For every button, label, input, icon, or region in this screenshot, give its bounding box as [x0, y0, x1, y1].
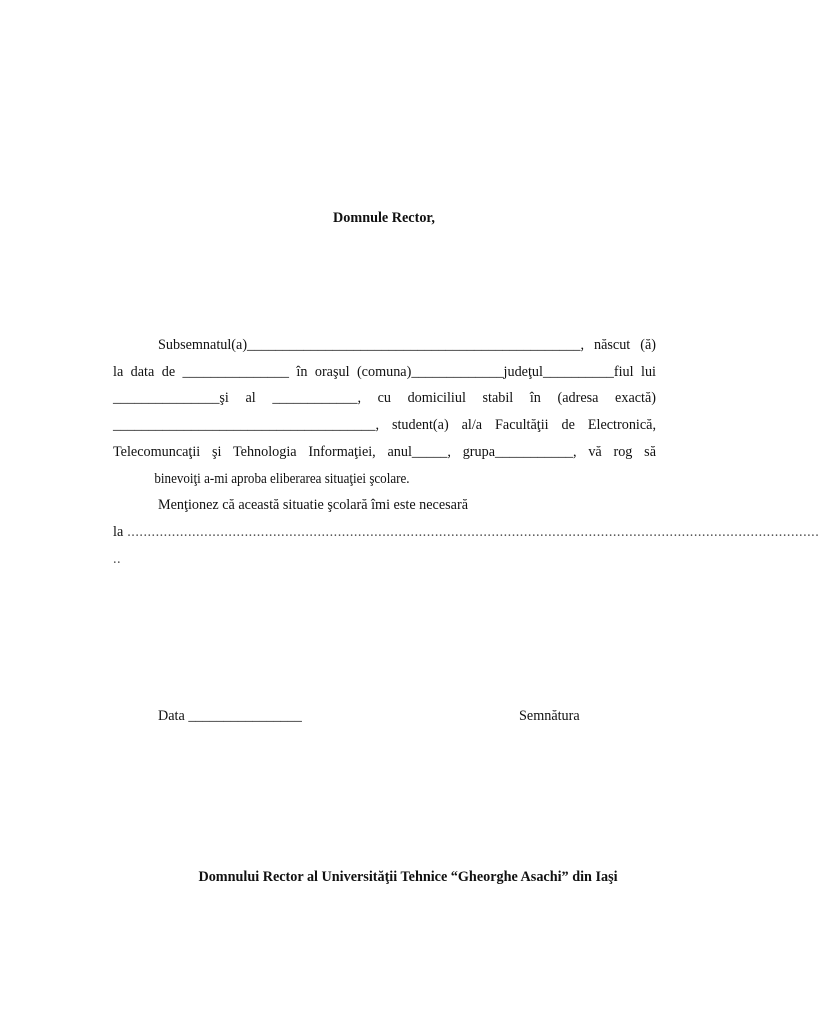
request-line-6: binevoiţi a-mi aproba eliberarea situaţiei şcolare. — [154, 470, 410, 487]
addressee-line: Domnului Rector al Universităţii Tehnice “Gheorghe Asachi” din Iaşi — [198, 869, 618, 885]
request-line-4: _____________________________________, student(a) al/a Facultăţii de Electronică, — [113, 417, 656, 434]
request-line-1: Subsemnatul(a)_______________________________________________, născut (ă) — [158, 337, 656, 353]
request-line-2: la data de _______________ în oraşul (comuna)_____________judeţul__________fiul lui — [113, 363, 656, 380]
request-body — [113, 332, 819, 572]
mention-line-2 — [113, 519, 819, 546]
request-paragraph — [113, 332, 656, 492]
mention-prefix: la — [113, 523, 124, 540]
mention-line-1: Menţionez că această situatie şcolară îmi este necesară — [158, 497, 468, 514]
greeting-heading: Domnule Rector, — [333, 210, 435, 226]
mention-dotted-continuation: .. — [113, 550, 122, 567]
mention-paragraph — [113, 492, 656, 519]
mention-dotted-fill: ........................................................................................................................................................................... — [127, 523, 819, 540]
signature-label: Semnătura — [519, 708, 580, 724]
date-field-label: Data ________________ — [158, 708, 302, 724]
request-line-3: _______________şi al ____________, cu domiciliul stabil în (adresa exactă) — [113, 390, 656, 407]
request-line-5: Telecomuncaţii şi Tehnologia Informaţiei, anul_____, grupa___________, vă rog să — [113, 443, 656, 460]
